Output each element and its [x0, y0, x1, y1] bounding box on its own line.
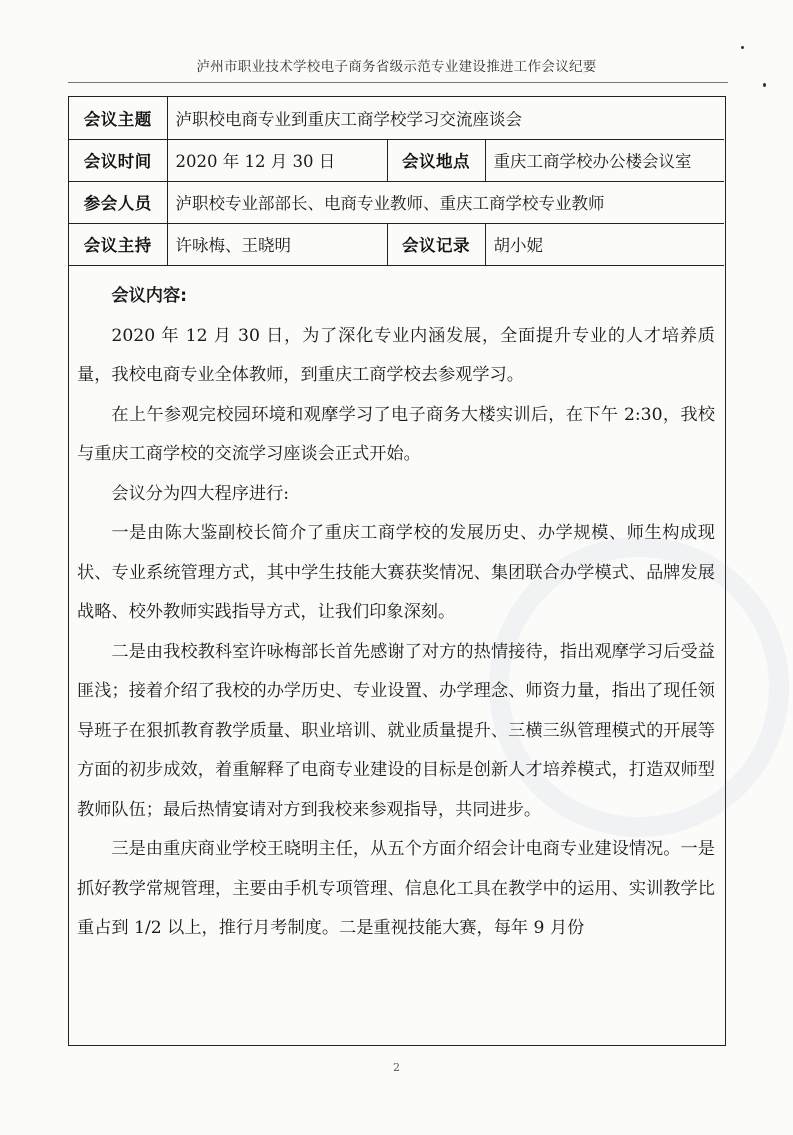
content-paragraph: 三是由重庆商业学校王晓明主任，从五个方面介绍会计电商专业建设情况。一是抓好教学常规管理，主要由手机专项管理、信息化工具在教学中的运用、实训教学比重占到 1/2 以上，推行月考制度。二是重视技能大赛，每年 9 月份: [77, 839, 715, 938]
content-paragraph: 一是由陈大鉴副校长简介了重庆工商学校的发展历史、办学规模、师生构成现状、专业系统管理方式，其中学生技能大赛获奖情况、集团联合办学模式、品牌发展战略、校外教师实践指导方式，让我们印象深刻。: [77, 523, 715, 622]
place-label: 会议地点: [387, 139, 485, 181]
header-divider: [68, 82, 728, 83]
document-header: 泸州市职业技术学校电子商务省级示范专业建设推进工作会议纪要: [196, 59, 597, 75]
topic-label: 会议主题: [69, 97, 167, 139]
content-heading: 会议内容:: [111, 286, 188, 306]
recorder-label: 会议记录: [387, 223, 485, 265]
meeting-content: [77, 277, 715, 949]
table-row: [69, 223, 724, 265]
content-paragraph: 在上午参观完校园环境和观摩学习了电子商务大楼实训后，在下午 2:30，我校与重庆工商学校的交流学习座谈会正式开始。: [77, 404, 715, 464]
time-label: 会议时间: [69, 139, 167, 181]
scan-speck: [741, 46, 744, 49]
host-label: 会议主持: [69, 223, 167, 265]
page-number: 2: [393, 1061, 400, 1074]
table-row: [69, 139, 724, 181]
content-paragraph: 会议分为四大程序进行:: [111, 483, 290, 504]
table-row: [69, 97, 724, 139]
topic-value: 泸职校电商专业到重庆工商学校学习交流座谈会: [167, 97, 724, 139]
place-value: 重庆工商学校办公楼会议室: [485, 139, 724, 181]
content-paragraph: 二是由我校教科室许咏梅部长首先感谢了对方的热情接待，指出观摩学习后受益匪浅；接着介绍了我校的办学历史、专业设置、办学理念、师资力量，指出了现任领导班子在狠抓教育教学质量、职业培训、就业质量提升、三横三纵管理模式的开展等方面的初步成效，着重解释了电商专业建设的目标是创新人才培养模式，打造双师型教师队伍；最后热情宴请对方到我校来参观指导，共同进步。: [77, 641, 715, 820]
scan-speck: [763, 83, 766, 87]
minutes-frame: [68, 96, 726, 1046]
content-paragraph: 2020 年 12 月 30 日，为了深化专业内涵发展，全面提升专业的人才培养质量，我校电商专业全体教师，到重庆工商学校去参观学习。: [77, 325, 715, 385]
host-value: 许咏梅、王晓明: [167, 223, 387, 265]
attendees-label: 参会人员: [69, 181, 167, 223]
recorder-value: 胡小妮: [485, 223, 724, 265]
time-value: 2020 年 12 月 30 日: [167, 139, 387, 181]
table-row: [69, 181, 724, 223]
meeting-info-table: [69, 97, 724, 266]
attendees-value: 泸职校专业部部长、电商专业教师、重庆工商学校专业教师: [167, 181, 724, 223]
